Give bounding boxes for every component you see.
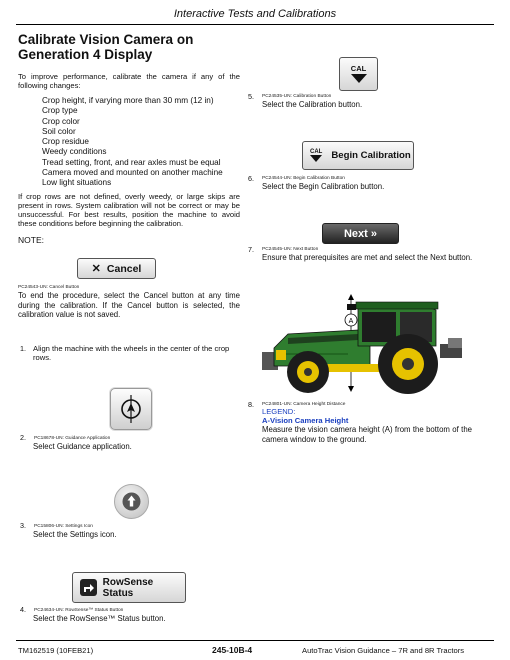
step-number: 6. (248, 174, 254, 183)
step-text: Align the machine with the wheels in the center of the crop rows. (33, 344, 230, 362)
cal-icon (310, 149, 322, 162)
step-number: 7. (248, 245, 254, 254)
page-header: Interactive Tests and Calibrations (173, 8, 337, 20)
begin-calibration-label: Begin Calibration (331, 150, 411, 161)
height-marker-label: A (348, 318, 354, 325)
guidance-icon (111, 389, 151, 429)
figure-caption: PC24544-UN: Begin Calibration Button (262, 176, 345, 181)
step-text: Select the Settings icon. (33, 530, 117, 539)
list-item: Crop height, if varying more than 30 mm (12 in) (42, 96, 214, 105)
tractor-illustration (258, 290, 470, 396)
figure-caption: PC24543-UN: Cancel Button (18, 285, 80, 290)
cancel-button[interactable] (77, 258, 156, 279)
figure-caption: PC24801-UN: Camera Height Distance (262, 402, 346, 407)
figure-caption: PC18678-UN: Guidance Application (34, 436, 111, 441)
footer-divider (16, 640, 494, 641)
step-number: 2. (20, 433, 26, 442)
step-number: 1. (20, 344, 26, 353)
step-text: Select Guidance application. (33, 442, 132, 451)
list-item: Crop type (42, 106, 78, 116)
list-item: Crop residue (42, 137, 89, 147)
next-button-label: Next » (343, 227, 378, 240)
figure-caption: PC24545-UN: Next Button (262, 247, 319, 252)
step-number: 5. (248, 92, 254, 101)
legend-title: LEGEND: (262, 407, 296, 416)
rowsense-status-label: RowSense Status (102, 576, 154, 599)
legend-item: A-Vision Camera Height (262, 416, 349, 425)
cancel-text: To end the procedure, select the Cancel button at any time during the calibration. If the Cancel button is selected, the calibration value is not saved. (18, 291, 240, 319)
undefined-rows-text: If crop rows are not defined, overly weedy, or large skips are present in rows. System calibration will not be correct or may be unsuccessful. For best results, position the machine to avoid these conditions before beginning the calibration. (18, 192, 240, 228)
step-text: Select the RowSense™ Status button. (33, 614, 166, 623)
step-number: 3. (20, 521, 26, 530)
step-text: Select the Calibration button. (262, 100, 363, 109)
rowsense-status-button[interactable] (72, 572, 186, 603)
step-text: Ensure that prerequisites are met and select the Next button. (262, 253, 473, 262)
cal-label: CAL (350, 64, 367, 73)
settings-icon (115, 485, 148, 518)
figure-caption: PC24535-UN: Calibration Button (262, 94, 332, 99)
step-number: 4. (20, 605, 26, 614)
next-button[interactable] (322, 223, 399, 244)
cancel-button-label: Cancel (106, 262, 142, 275)
list-item: Soil color (42, 126, 76, 136)
step-text: Measure the vision camera height (A) from the bottom of the camera window to the ground. (262, 425, 472, 444)
document-id: TM162519 (10FEB21) (18, 646, 94, 655)
list-item: Low light situations (42, 178, 112, 188)
figure-caption: PC15806-UN: Settings Icon (34, 524, 93, 529)
list-item: Camera moved and mounted on another machine (42, 168, 223, 178)
begin-calibration-button[interactable] (302, 141, 414, 170)
calibration-button[interactable] (339, 57, 378, 91)
page-number: 245-10B-4 (212, 645, 253, 655)
legend (262, 407, 348, 425)
list-item: Tread setting, front, and rear axles must be equal (42, 157, 221, 167)
note-label: NOTE: (18, 235, 44, 245)
figure-caption: PC24634-UN: RowSense™ Status Button (34, 608, 124, 613)
document-title: AutoTrac Vision Guidance – 7R and 8R Tractors (302, 646, 465, 655)
step-number: 8. (248, 400, 254, 409)
step-text: Select the Begin Calibration button. (262, 182, 385, 191)
close-icon: ✕ (91, 263, 101, 275)
guidance-application-button[interactable] (110, 388, 152, 430)
settings-button[interactable] (114, 484, 149, 519)
list-item: Weedy conditions (42, 147, 107, 157)
header-divider (16, 24, 494, 25)
section-title: Calibrate Vision Camera on Generation 4 Display (18, 32, 194, 62)
list-item: Crop color (42, 116, 80, 126)
arrow-down-icon (350, 73, 368, 84)
intro-text: To improve performance, calibrate the camera if any of the following changes: (18, 72, 240, 90)
cal-small-label: CAL (310, 149, 323, 155)
changes-list (42, 96, 223, 189)
rowsense-icon (80, 579, 97, 596)
